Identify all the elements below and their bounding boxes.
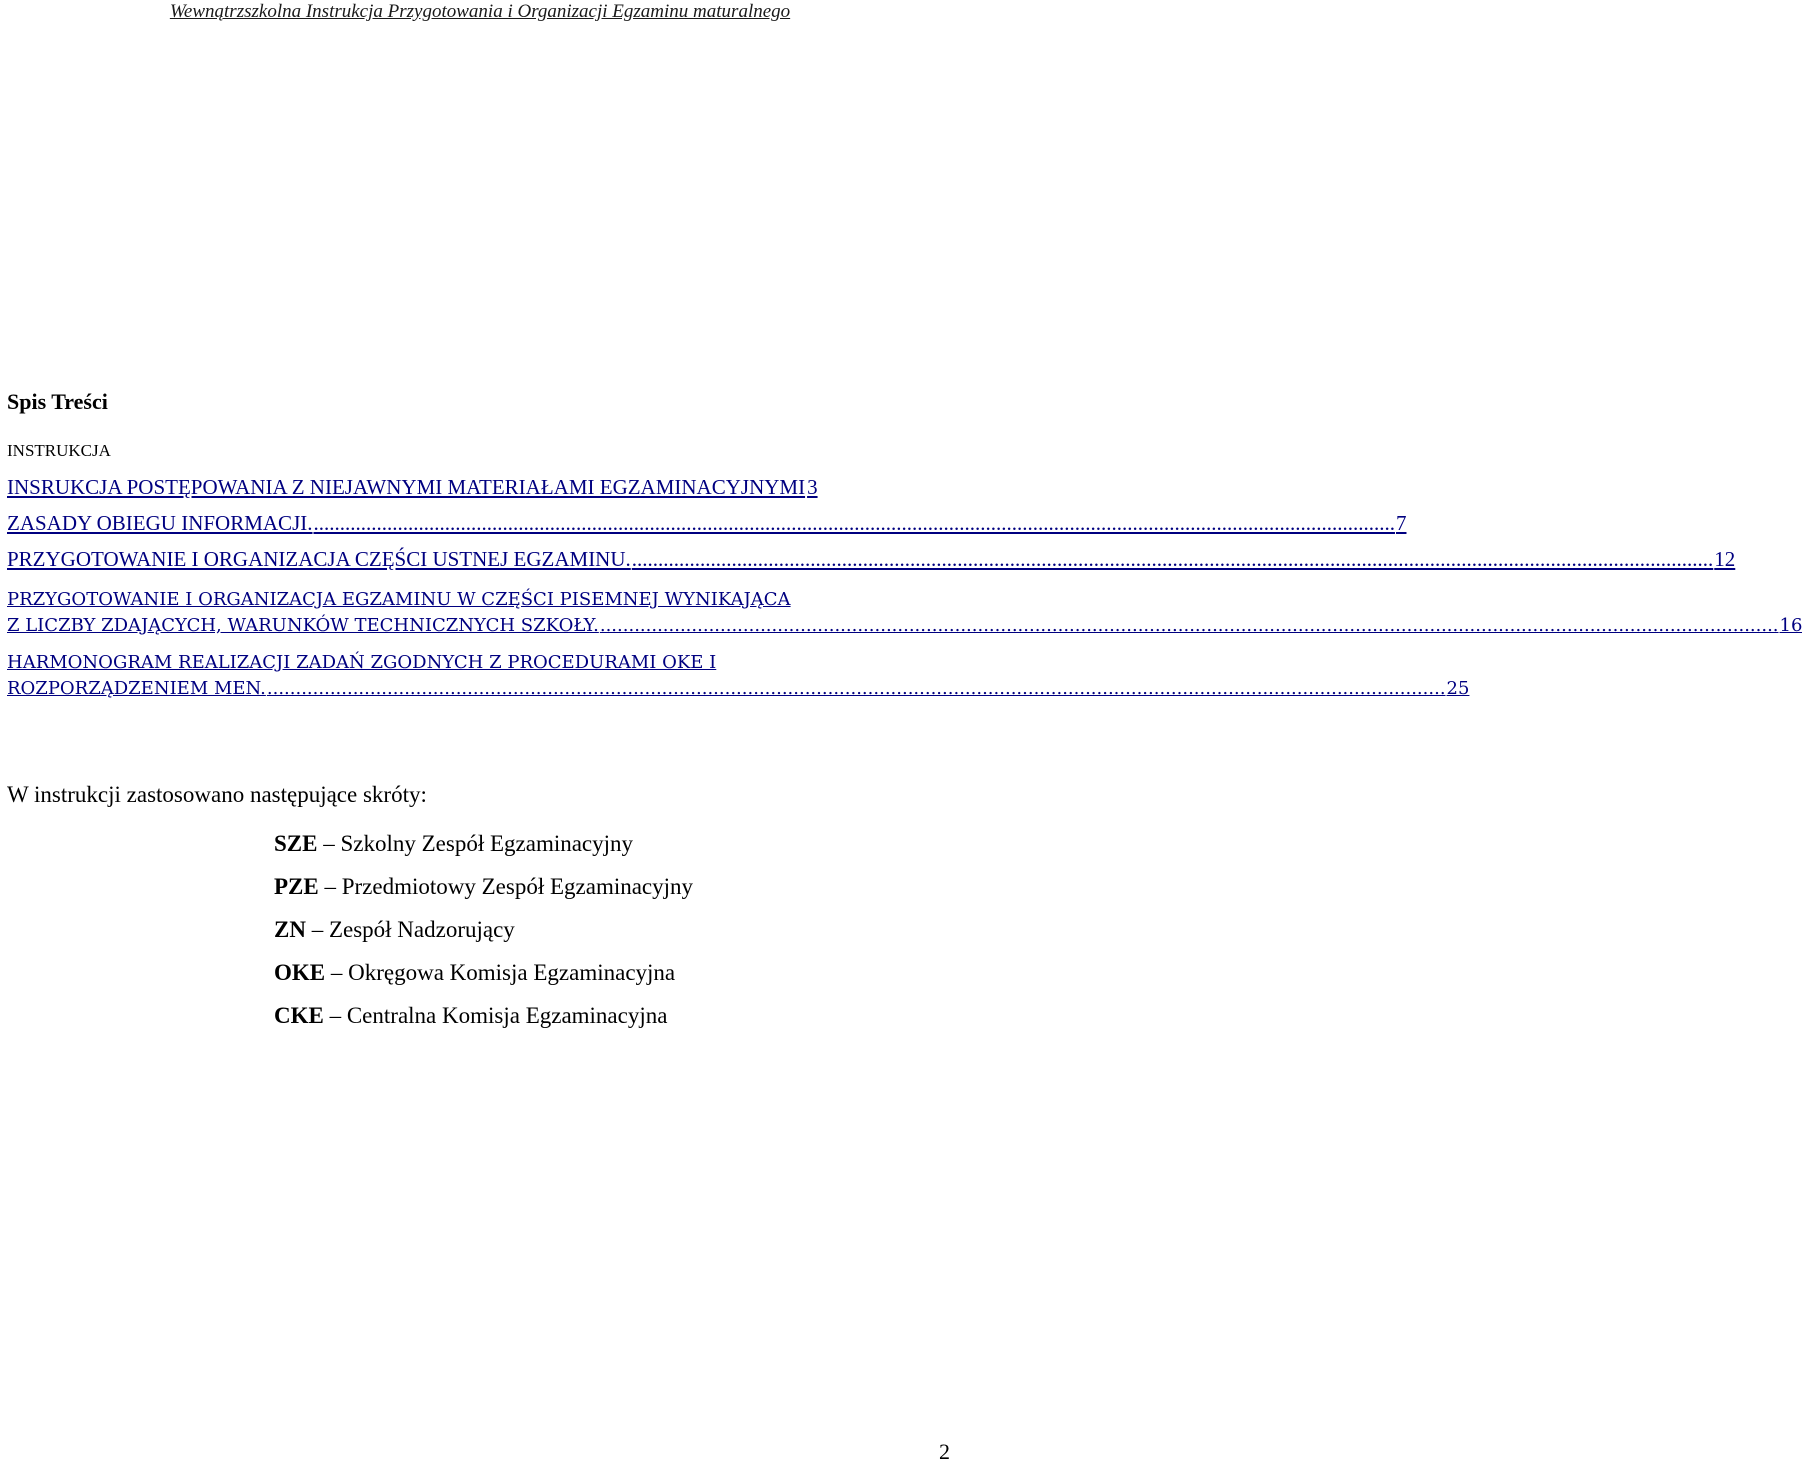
- toc-entry-title-line[interactable]: Z LICZBY ZDAJĄCYCH, WARUNKÓW TECHNICZNYCH SZKOŁY.: [7, 615, 599, 636]
- toc-entry-title[interactable]: INSRUKCJA POSTĘPOWANIA Z NIEJAWNYMI MATERIAŁAMI EGZAMINACYJNYMI: [7, 475, 806, 499]
- abbreviation-term: SZE: [274, 831, 318, 856]
- abbreviation-dash: –: [329, 1003, 342, 1028]
- abbreviation-term: OKE: [274, 960, 326, 985]
- abbreviation-term: PZE: [274, 874, 319, 899]
- abbreviation-meaning: Okręgowa Komisja Egzaminacyjna: [348, 960, 676, 985]
- abbreviation-term: CKE: [274, 1003, 324, 1028]
- toc-leader-dots: ..............................................................................................................................................................................................................: [599, 615, 1779, 636]
- toc-entry-page[interactable]: 7: [1395, 511, 1407, 535]
- abbreviation-term: ZN: [274, 917, 306, 942]
- abbreviation-item: [274, 822, 693, 865]
- toc-entry[interactable]: [7, 541, 1736, 577]
- abbreviation-dash: –: [311, 917, 324, 942]
- page-number: 2: [939, 1439, 950, 1464]
- toc-leader-dots: ..............................................................................................................................................................................................................: [313, 511, 1395, 535]
- toc-leader-dots: ..............................................................................................................................................................................................................: [631, 547, 1714, 571]
- toc-heading: INSTRUKCJA: [7, 441, 111, 460]
- abbreviation-item: [274, 908, 693, 951]
- abbreviation-dash: –: [324, 874, 336, 899]
- abbreviations-list: [274, 822, 693, 1037]
- toc-entry-page[interactable]: 25: [1446, 678, 1470, 699]
- abbreviation-meaning: Szkolny Zespół Egzaminacyjny: [340, 831, 634, 856]
- abbreviation-meaning: Centralna Komisja Egzaminacyjna: [346, 1003, 668, 1028]
- toc-entry-page[interactable]: 3: [807, 475, 818, 499]
- abbreviations-intro: W instrukcji zastosowano następujące skróty:: [7, 782, 427, 807]
- toc-entry-title-line[interactable]: ROZPORZĄDZENIEM MEN.: [7, 678, 266, 699]
- page-header: Wewnątrzszkolna Instrukcja Przygotowania i Organizacji Egzaminu maturalnego: [169, 1, 791, 22]
- toc-entry-title-line[interactable]: PRZYGOTOWANIE I ORGANIZACJA EGZAMINU W CZĘŚCI PISEMNEJ WYNIKAJĄCA: [7, 589, 791, 610]
- toc-entry[interactable]: [7, 587, 1802, 639]
- abbreviation-dash: –: [323, 831, 335, 856]
- toc-entry-title[interactable]: PRZYGOTOWANIE I ORGANIZACJA CZĘŚCI USTNEJ EGZAMINU.: [7, 547, 631, 571]
- toc-entry-page[interactable]: 12: [1714, 547, 1736, 571]
- abbreviation-item: [274, 865, 693, 908]
- abbreviation-meaning: Zespół Nadzorujący: [328, 917, 515, 942]
- toc-entry[interactable]: [7, 469, 949, 505]
- abbreviation-item: [274, 994, 693, 1037]
- abbreviation-item: [274, 951, 693, 994]
- abbreviation-meaning: Przedmiotowy Zespół Egzaminacyjny: [341, 874, 694, 899]
- toc-leader-dots: ..............................................................................................................................................................................................................: [266, 678, 1446, 699]
- toc-entry-page[interactable]: 16: [1779, 615, 1802, 636]
- toc-title: Spis Treści: [7, 389, 108, 414]
- abbreviation-dash: –: [330, 960, 343, 985]
- toc-entry-title-line[interactable]: HARMONOGRAM REALIZACJI ZADAŃ ZGODNYCH Z PROCEDURAMI OKE I: [7, 652, 717, 673]
- toc-entry-title[interactable]: ZASADY OBIEGU INFORMACJI.: [7, 511, 313, 535]
- toc-entry[interactable]: [7, 505, 1407, 541]
- toc-entry[interactable]: [7, 650, 1470, 702]
